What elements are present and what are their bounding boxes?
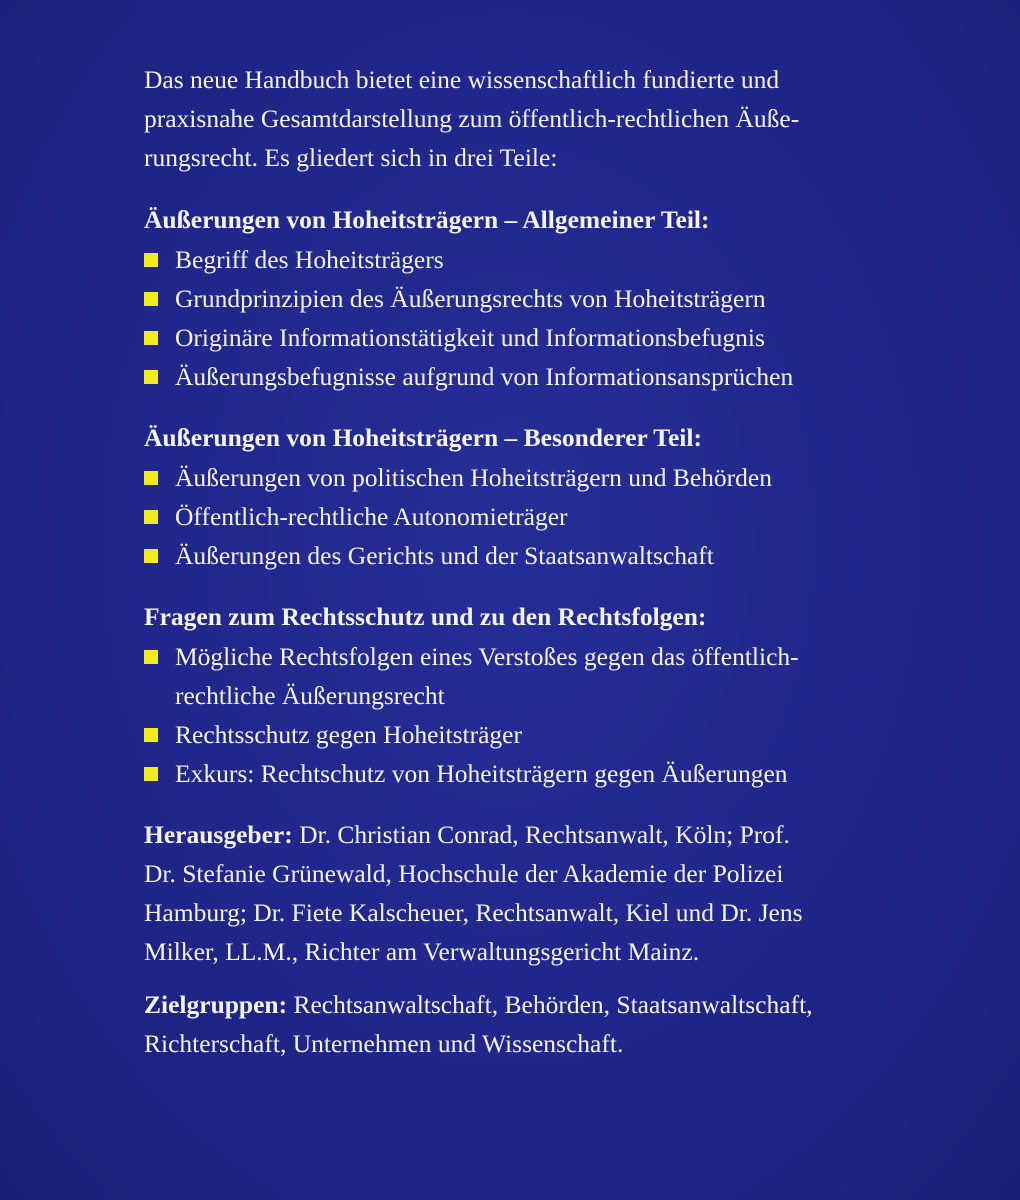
section-heading: Äußerungen von Hoheitsträgern – Besonderer Teil: (144, 423, 702, 452)
list-item (144, 279, 964, 318)
editors-label: Herausgeber: (144, 820, 293, 849)
editors-line: Milker, LL.M., Richter am Verwaltungsgericht Mainz. (144, 937, 700, 966)
audience-line (144, 985, 964, 1024)
yellow-square-bullet-icon (144, 549, 158, 563)
editors-line (144, 815, 964, 854)
list-item-text: Rechtsschutz gegen Hoheitsträger (175, 720, 522, 749)
bullet-list (144, 637, 964, 793)
list-item (144, 240, 964, 279)
yellow-square-bullet-icon (144, 510, 158, 524)
list-item (144, 754, 964, 793)
list-item-text: Äußerungsbefugnisse aufgrund von Informationsansprüchen (175, 362, 794, 391)
bullet-list (144, 458, 964, 575)
list-item-text: Mögliche Rechtsfolgen eines Verstoßes gegen das öffentlich- rechtliche Äußerungsrecht (175, 642, 799, 710)
yellow-square-bullet-icon (144, 370, 158, 384)
editors-text: Dr. Christian Conrad, Rechtsanwalt, Köln; Prof. (292, 820, 790, 849)
yellow-square-bullet-icon (144, 728, 158, 742)
list-item (144, 318, 964, 357)
back-cover-text (144, 60, 964, 1077)
yellow-square-bullet-icon (144, 471, 158, 485)
list-item (144, 715, 964, 754)
list-item (144, 637, 964, 715)
section-heading: Fragen zum Rechtsschutz und zu den Rechtsfolgen: (144, 602, 707, 631)
list-item (144, 497, 964, 536)
list-item (144, 458, 964, 497)
editors-paragraph (144, 815, 964, 971)
list-item (144, 357, 964, 396)
audience-label: Zielgruppen: (144, 990, 288, 1019)
section-general-part (144, 200, 964, 396)
list-item-text: Exkurs: Rechtschutz von Hoheitsträgern gegen Äußerungen (175, 759, 788, 788)
audience-line: Richterschaft, Unternehmen und Wissenschaft. (144, 1029, 624, 1058)
editors-line: Dr. Stefanie Grünewald, Hochschule der Akademie der Polizei (144, 859, 784, 888)
list-item (144, 536, 964, 575)
list-item-text: Öffentlich-rechtliche Autonomieträger (175, 502, 568, 531)
list-item-text: Äußerungen des Gerichts und der Staatsanwaltschaft (175, 541, 714, 570)
section-special-part (144, 418, 964, 575)
list-item-text: Grundprinzipien des Äußerungsrechts von Hoheitsträgern (175, 284, 766, 313)
section-legal-protection (144, 597, 964, 793)
section-heading: Äußerungen von Hoheitsträgern – Allgemeiner Teil: (144, 205, 710, 234)
editors-line: Hamburg; Dr. Fiete Kalscheuer, Rechtsanwalt, Kiel und Dr. Jens (144, 898, 803, 927)
yellow-square-bullet-icon (144, 253, 158, 267)
audience-text: Rechtsanwaltschaft, Behörden, Staatsanwaltschaft, (287, 990, 813, 1019)
intro-paragraph: Das neue Handbuch bietet eine wissenschaftlich fundierte und praxisnahe Gesamtdarstellung zum öffentlich-rechtlichen Äuße- rungsrecht. Es gliedert sich in drei Teile: (144, 65, 800, 172)
target-audience-paragraph (144, 985, 964, 1063)
yellow-square-bullet-icon (144, 331, 158, 345)
list-item-text: Äußerungen von politischen Hoheitsträgern und Behörden (175, 463, 772, 492)
yellow-square-bullet-icon (144, 650, 158, 664)
bullet-list (144, 240, 964, 396)
yellow-square-bullet-icon (144, 767, 158, 781)
list-item-text: Begriff des Hoheitsträgers (175, 245, 444, 274)
list-item-text: Originäre Informationstätigkeit und Informationsbefugnis (175, 323, 765, 352)
yellow-square-bullet-icon (144, 292, 158, 306)
